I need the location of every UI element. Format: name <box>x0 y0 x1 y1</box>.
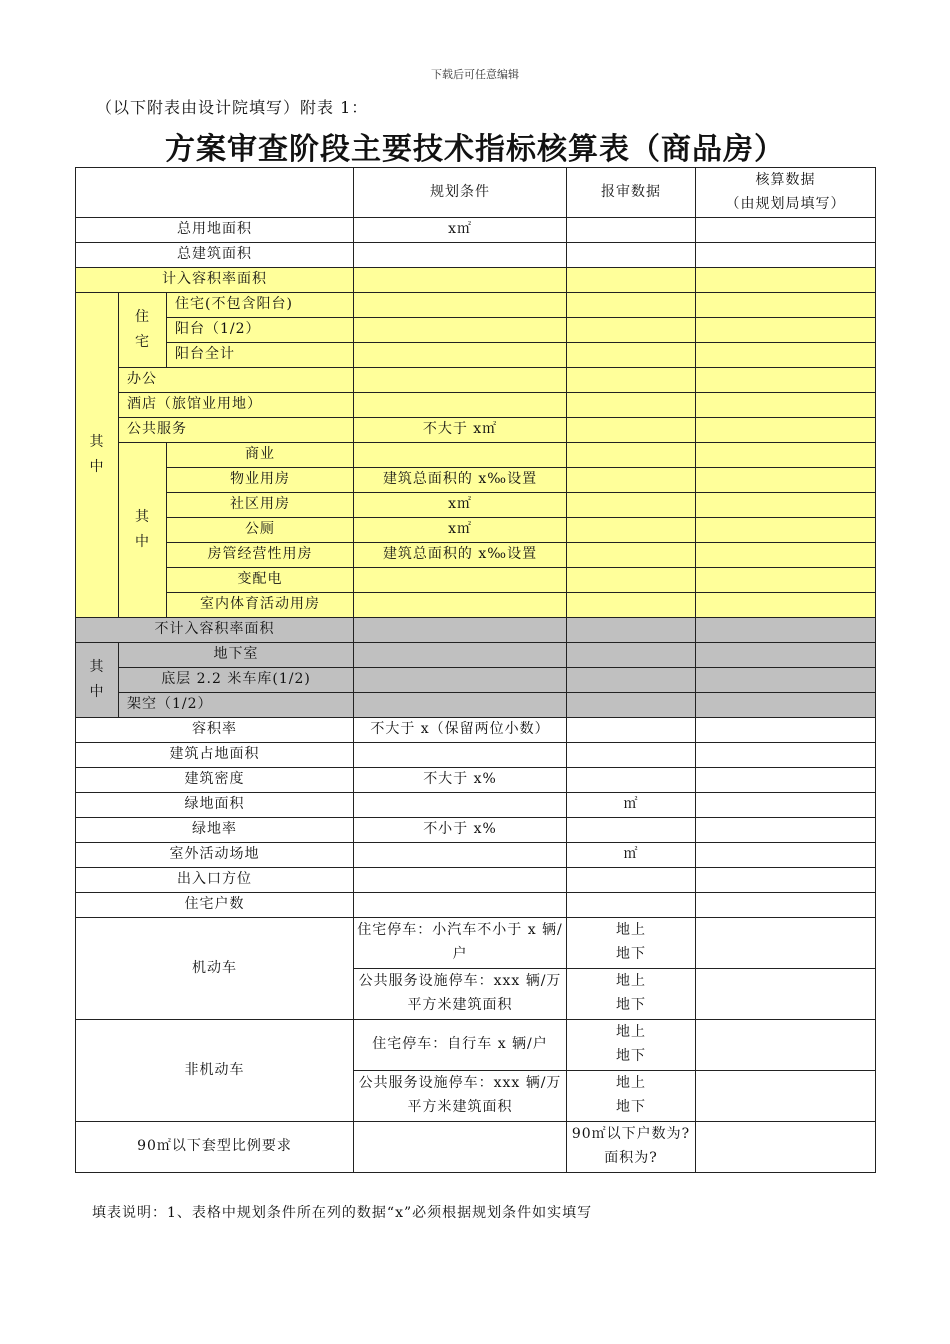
submitted-cell[interactable] <box>567 668 696 693</box>
verified-cell[interactable] <box>696 568 876 593</box>
table-row <box>76 693 876 718</box>
row-label: 办公 <box>119 368 354 393</box>
submitted-cell[interactable] <box>567 518 696 543</box>
row-label: 社区用房 <box>167 493 354 518</box>
planning-cell[interactable] <box>354 593 567 618</box>
table-row <box>76 743 876 768</box>
verified-cell[interactable] <box>696 293 876 318</box>
row-label: 商业 <box>167 443 354 468</box>
submitted-cell[interactable] <box>567 969 696 1020</box>
row-label: 绿地面积 <box>76 793 354 818</box>
planning-cell[interactable] <box>354 243 567 268</box>
row-label: 公厕 <box>167 518 354 543</box>
below-ground-label: 地下 <box>616 1099 647 1115</box>
verified-cell[interactable] <box>696 493 876 518</box>
col-header-planning: 规划条件 <box>354 168 567 218</box>
verified-cell[interactable] <box>696 768 876 793</box>
below-ground-label: 地下 <box>616 946 647 962</box>
submitted-cell[interactable] <box>567 1020 696 1071</box>
table-row <box>76 543 876 568</box>
col-header-verified <box>696 168 876 218</box>
verified-cell[interactable] <box>696 468 876 493</box>
submitted-cell[interactable] <box>567 568 696 593</box>
row-label: 架空（1/2） <box>119 693 354 718</box>
submitted-cell[interactable] <box>567 868 696 893</box>
verified-cell[interactable] <box>696 218 876 243</box>
verified-cell[interactable] <box>696 418 876 443</box>
submitted-cell[interactable] <box>567 443 696 468</box>
row-label: 地下室 <box>119 643 354 668</box>
planning-cell[interactable]: x㎡ <box>354 493 567 518</box>
row-label: 公共服务 <box>119 418 354 443</box>
group-label-among <box>76 293 119 618</box>
planning-cell[interactable] <box>354 268 567 293</box>
submitted-cell[interactable] <box>567 818 696 843</box>
submitted-cell[interactable] <box>567 643 696 668</box>
submitted-cell[interactable] <box>567 618 696 643</box>
submitted-cell[interactable] <box>567 893 696 918</box>
table-row <box>76 393 876 418</box>
col-header-submitted: 报审数据 <box>567 168 696 218</box>
table-row <box>76 468 876 493</box>
table-row <box>76 768 876 793</box>
planning-cell[interactable] <box>354 793 567 818</box>
group-label-among-nonfar <box>76 643 119 718</box>
verified-cell[interactable] <box>696 668 876 693</box>
table-row <box>76 1122 876 1173</box>
planning-cell[interactable] <box>354 643 567 668</box>
row-label: 室外活动场地 <box>76 843 354 868</box>
appendix-caption: （以下附表由设计院填写）附表 1： <box>96 98 369 117</box>
group-label-residential <box>119 293 167 368</box>
row-label: 建筑占地面积 <box>76 743 354 768</box>
col-header-verified-line1: 核算数据 <box>755 171 816 188</box>
table-row <box>76 618 876 643</box>
row-label: 阳台全计 <box>167 343 354 368</box>
row-label-motor-vehicle: 机动车 <box>76 918 354 1020</box>
above-ground-label: 地上 <box>616 1024 647 1041</box>
submitted-cell[interactable]: 90㎡以下户数为?面积为? <box>567 1122 696 1173</box>
planning-cell[interactable] <box>354 843 567 868</box>
verified-cell[interactable] <box>696 1122 876 1173</box>
table-row <box>76 368 876 393</box>
verified-cell[interactable] <box>696 393 876 418</box>
submitted-cell[interactable] <box>567 718 696 743</box>
table-row <box>76 643 876 668</box>
table-row <box>76 593 876 618</box>
submitted-cell[interactable] <box>567 743 696 768</box>
above-ground-label: 地上 <box>616 922 647 939</box>
planning-cell[interactable]: 建筑总面积的 x‰设置 <box>354 543 567 568</box>
verified-cell[interactable] <box>696 343 876 368</box>
verified-cell[interactable] <box>696 593 876 618</box>
table-row <box>76 818 876 843</box>
row-label: 底层 2.2 米车库(1/2) <box>119 668 354 693</box>
submitted-cell[interactable] <box>567 368 696 393</box>
submitted-cell[interactable] <box>567 593 696 618</box>
table-row <box>76 318 876 343</box>
row-label: 总用地面积 <box>76 218 354 243</box>
table-row <box>76 443 876 468</box>
verified-cell[interactable] <box>696 693 876 718</box>
submitted-cell[interactable]: ㎡ <box>567 793 696 818</box>
verified-cell[interactable] <box>696 743 876 768</box>
group-label-text: 住 宅 <box>135 308 150 350</box>
col-header-verified-line2: （由规划局填写） <box>725 195 846 212</box>
planning-cell[interactable]: 不小于 x% <box>354 818 567 843</box>
planning-cell[interactable] <box>354 868 567 893</box>
planning-cell[interactable]: x㎡ <box>354 218 567 243</box>
below-ground-label: 地下 <box>616 1048 647 1064</box>
verified-cell[interactable] <box>696 918 876 969</box>
table-row <box>76 718 876 743</box>
planning-cell[interactable]: 住宅停车：自行车 x 辆/户 <box>354 1020 567 1071</box>
table-row <box>76 793 876 818</box>
planning-cell[interactable]: 公共服务设施停车：xxx 辆/万平方米建筑面积 <box>354 969 567 1020</box>
submitted-cell[interactable] <box>567 318 696 343</box>
verified-cell[interactable] <box>696 818 876 843</box>
submitted-cell[interactable]: ㎡ <box>567 843 696 868</box>
verified-cell[interactable] <box>696 969 876 1020</box>
planning-cell[interactable] <box>354 318 567 343</box>
verified-cell[interactable] <box>696 618 876 643</box>
submitted-cell[interactable] <box>567 543 696 568</box>
planning-cell[interactable] <box>354 668 567 693</box>
verified-cell[interactable] <box>696 1071 876 1122</box>
table-row <box>76 843 876 868</box>
verified-cell[interactable] <box>696 718 876 743</box>
verified-cell[interactable] <box>696 268 876 293</box>
submitted-cell[interactable] <box>567 468 696 493</box>
row-label: 绿地率 <box>76 818 354 843</box>
row-label-non-motor-vehicle: 非机动车 <box>76 1020 354 1122</box>
table-row <box>76 493 876 518</box>
below-ground-label: 地下 <box>616 997 647 1013</box>
row-label: 住宅户数 <box>76 893 354 918</box>
submitted-cell[interactable] <box>567 418 696 443</box>
row-label: 90㎡以下套型比例要求 <box>76 1122 354 1173</box>
row-label: 建筑密度 <box>76 768 354 793</box>
table-row <box>76 918 876 969</box>
planning-cell[interactable] <box>354 293 567 318</box>
planning-cell[interactable] <box>354 1122 567 1173</box>
form-instructions: 填表说明：1、表格中规划条件所在列的数据“x”必须根据规划条件如实填写 <box>92 1205 593 1221</box>
indicator-table <box>75 167 876 1173</box>
planning-cell[interactable] <box>354 393 567 418</box>
table-row <box>76 668 876 693</box>
verified-cell[interactable] <box>696 318 876 343</box>
row-label: 出入口方位 <box>76 868 354 893</box>
table-row <box>76 243 876 268</box>
row-label: 酒店（旅馆业用地） <box>119 393 354 418</box>
planning-cell[interactable] <box>354 343 567 368</box>
group-label-text: 其 中 <box>89 658 105 700</box>
table-row <box>76 293 876 318</box>
verified-cell[interactable] <box>696 868 876 893</box>
submitted-cell[interactable] <box>567 293 696 318</box>
above-ground-label: 地上 <box>616 1075 647 1092</box>
table-row <box>76 868 876 893</box>
table-row <box>76 893 876 918</box>
row-label: 阳台（1/2） <box>167 318 354 343</box>
verified-cell[interactable] <box>696 893 876 918</box>
table-row <box>76 218 876 243</box>
verified-cell[interactable] <box>696 843 876 868</box>
table-row <box>76 268 876 293</box>
verified-cell[interactable] <box>696 243 876 268</box>
row-label: 物业用房 <box>167 468 354 493</box>
submitted-cell[interactable] <box>567 493 696 518</box>
table-row <box>76 518 876 543</box>
row-label: 室内体育活动用房 <box>167 593 354 618</box>
table-row <box>76 418 876 443</box>
row-label: 不计入容积率面积 <box>76 618 354 643</box>
row-label: 房管经营性用房 <box>167 543 354 568</box>
page-title: 方案审查阶段主要技术指标核算表（商品房） <box>165 132 785 167</box>
submitted-cell[interactable] <box>567 1071 696 1122</box>
row-label: 变配电 <box>167 568 354 593</box>
submitted-cell[interactable] <box>567 218 696 243</box>
planning-cell[interactable]: 建筑总面积的 x‰设置 <box>354 468 567 493</box>
verified-cell[interactable] <box>696 368 876 393</box>
submitted-cell[interactable] <box>567 243 696 268</box>
verified-cell[interactable] <box>696 518 876 543</box>
submitted-cell[interactable] <box>567 393 696 418</box>
planning-cell[interactable] <box>354 443 567 468</box>
submitted-cell[interactable] <box>567 768 696 793</box>
submitted-cell[interactable] <box>567 343 696 368</box>
row-label: 总建筑面积 <box>76 243 354 268</box>
table-row <box>76 1020 876 1071</box>
table-row <box>76 568 876 593</box>
verified-cell[interactable] <box>696 643 876 668</box>
planning-cell[interactable]: 住宅停车：小汽车不小于 x 辆/户 <box>354 918 567 969</box>
planning-cell[interactable]: 公共服务设施停车：xxx 辆/万平方米建筑面积 <box>354 1071 567 1122</box>
page-header-note: 下载后可任意编辑 <box>431 68 519 81</box>
verified-cell[interactable] <box>696 1020 876 1071</box>
submitted-cell[interactable] <box>567 918 696 969</box>
row-label: 计入容积率面积 <box>76 268 354 293</box>
header-blank-cell <box>76 168 354 218</box>
planning-cell[interactable] <box>354 693 567 718</box>
verified-cell[interactable] <box>696 443 876 468</box>
row-label: 住宅(不包含阳台) <box>167 293 354 318</box>
table-row <box>76 343 876 368</box>
planning-cell[interactable]: x㎡ <box>354 518 567 543</box>
table-header-row <box>76 168 876 218</box>
verified-cell[interactable] <box>696 543 876 568</box>
planning-cell[interactable]: 不大于 x㎡ <box>354 418 567 443</box>
group-label-among-sub <box>119 443 167 618</box>
row-label: 容积率 <box>76 718 354 743</box>
planning-cell[interactable] <box>354 618 567 643</box>
submitted-cell[interactable] <box>567 268 696 293</box>
planning-cell[interactable]: 不大于 x（保留两位小数） <box>354 718 567 743</box>
planning-cell[interactable] <box>354 568 567 593</box>
verified-cell[interactable] <box>696 793 876 818</box>
planning-cell[interactable] <box>354 743 567 768</box>
group-label-text: 其 中 <box>89 433 105 475</box>
planning-cell[interactable]: 不大于 x% <box>354 768 567 793</box>
planning-cell[interactable] <box>354 893 567 918</box>
above-ground-label: 地上 <box>616 973 647 990</box>
planning-cell[interactable] <box>354 368 567 393</box>
submitted-cell[interactable] <box>567 693 696 718</box>
group-label-text: 其 中 <box>135 508 150 550</box>
